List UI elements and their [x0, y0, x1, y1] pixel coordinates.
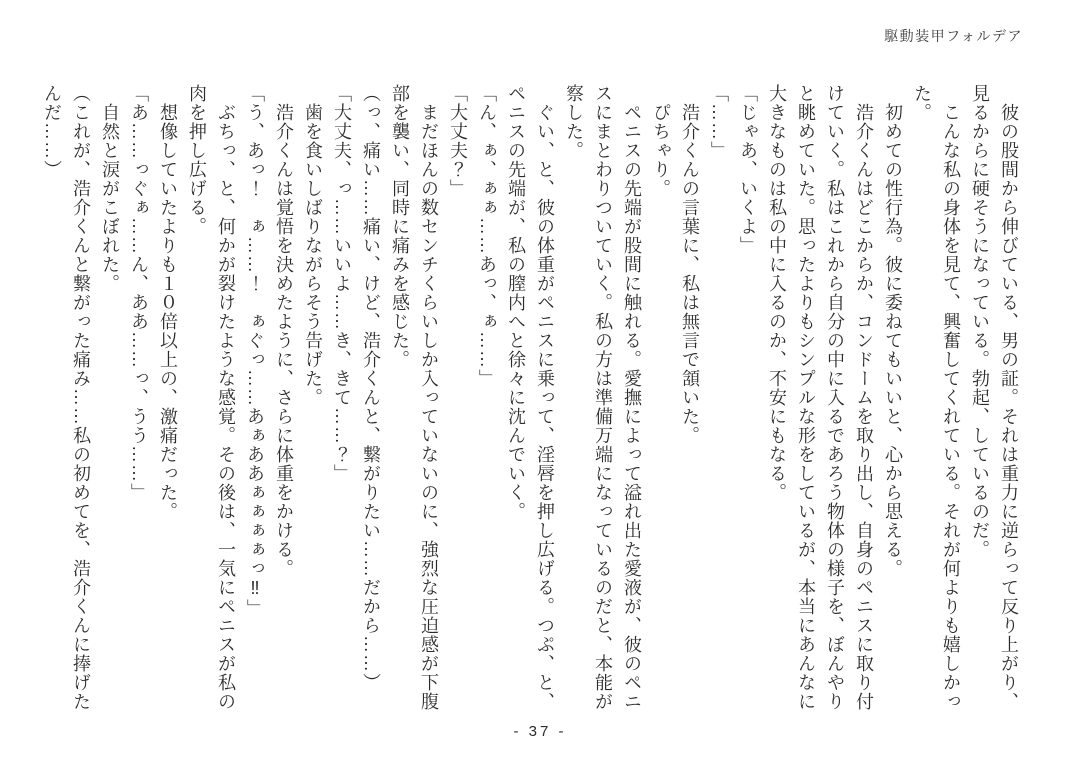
text-line: （っ、痛い……痛い、けど、浩介くんと、繋がりたい……だから……）	[361, 84, 381, 692]
vertical-text-body	[37, 84, 1023, 736]
text-line: こんな私の身体を見て、興奮してくれている。それが何よりも嬉しかっ	[941, 84, 961, 711]
text-line: 「ん、ぁ、ぁぁ……あっ、ぁ……」	[477, 84, 497, 388]
text-line: けていく。私はこれから自分の中に入るであろう物体の様子を、ぼんやり	[825, 84, 845, 711]
text-line: 歯を食いしばりながらそう告げた。	[303, 84, 323, 407]
text-line: た。	[912, 84, 932, 122]
text-line: 部を襲い、同時に痛みを感じた。	[390, 84, 410, 369]
text-line: ぴちゃり。	[651, 84, 671, 198]
text-line: 彼の股間から伸びている、男の証。それは重力に逆らって反り上がり、	[999, 84, 1019, 711]
text-line: 自然と涙がこぼれた。	[100, 84, 120, 293]
text-line: 大きなものは私の中に入るのか、不安にもなる。	[767, 84, 787, 502]
text-line: 「う、あっ！ ぁ……！ ぁぐっ……あぁああぁぁぁぁっ‼」	[245, 84, 265, 618]
text-line: （これが、浩介くんと繋がった痛み……私の初めてを、浩介くんに捧げた	[71, 84, 91, 711]
text-line: 見るからに硬そうになっている。勃起、しているのだ。	[970, 84, 990, 559]
text-line: 「……」	[709, 84, 729, 160]
text-line: ぐい、と、彼の体重がペニスに乗って、淫唇を押し広げる。つぷ、と、	[535, 84, 555, 711]
text-line: 浩介くんはどこからか、コンドームを取り出し、自身のペニスに取り付	[854, 84, 874, 711]
text-line: と眺めていた。思ったよりもシンプルな形をしているが、本当にあんなに	[796, 84, 816, 711]
text-line: んだ……）	[42, 84, 62, 179]
page-number: - 37 -	[513, 723, 567, 740]
text-line: ペニスの先端が股間に触れる。愛撫によって溢れ出た愛液が、彼のペニ	[622, 84, 642, 711]
text-line: スにまとわりついていく。私の方は準備万端になっているのだと、本能が	[593, 84, 613, 711]
text-line: 浩介くんの言葉に、私は無言で頷いた。	[680, 84, 700, 445]
text-line: 「大丈夫？」	[448, 84, 468, 198]
text-line: 「あ……っぐぁ……ん、ああ……っ、うう……」	[129, 84, 149, 502]
running-head-title: 駆動装甲フォルデア	[884, 28, 1023, 44]
text-line: 「大丈夫、っ……いいよ……き、きて……？」	[332, 84, 352, 483]
text-line: 「じゃあ、いくよ」	[738, 84, 758, 255]
text-line: ペニスの先端が、私の膣内へと徐々に沈んでいく。	[506, 84, 526, 521]
text-line: 浩介くんは覚悟を決めたように、さらに体重をかける。	[274, 84, 294, 578]
text-line: 初めての性行為。彼に委ねてもいいと、心から思える。	[883, 84, 903, 578]
text-line: 肉を押し広げる。	[187, 84, 207, 236]
text-line: まだほんの数センチくらいしか入っていないのに、強烈な圧迫感が下腹	[419, 84, 439, 711]
text-line: 察した。	[564, 84, 584, 160]
text-line: ぶちっ、と、何かが裂けたような感覚。その後は、一気にペニスが私の	[216, 84, 236, 711]
text-line: 想像していたよりも１０倍以上の、激痛だった。	[158, 84, 178, 521]
